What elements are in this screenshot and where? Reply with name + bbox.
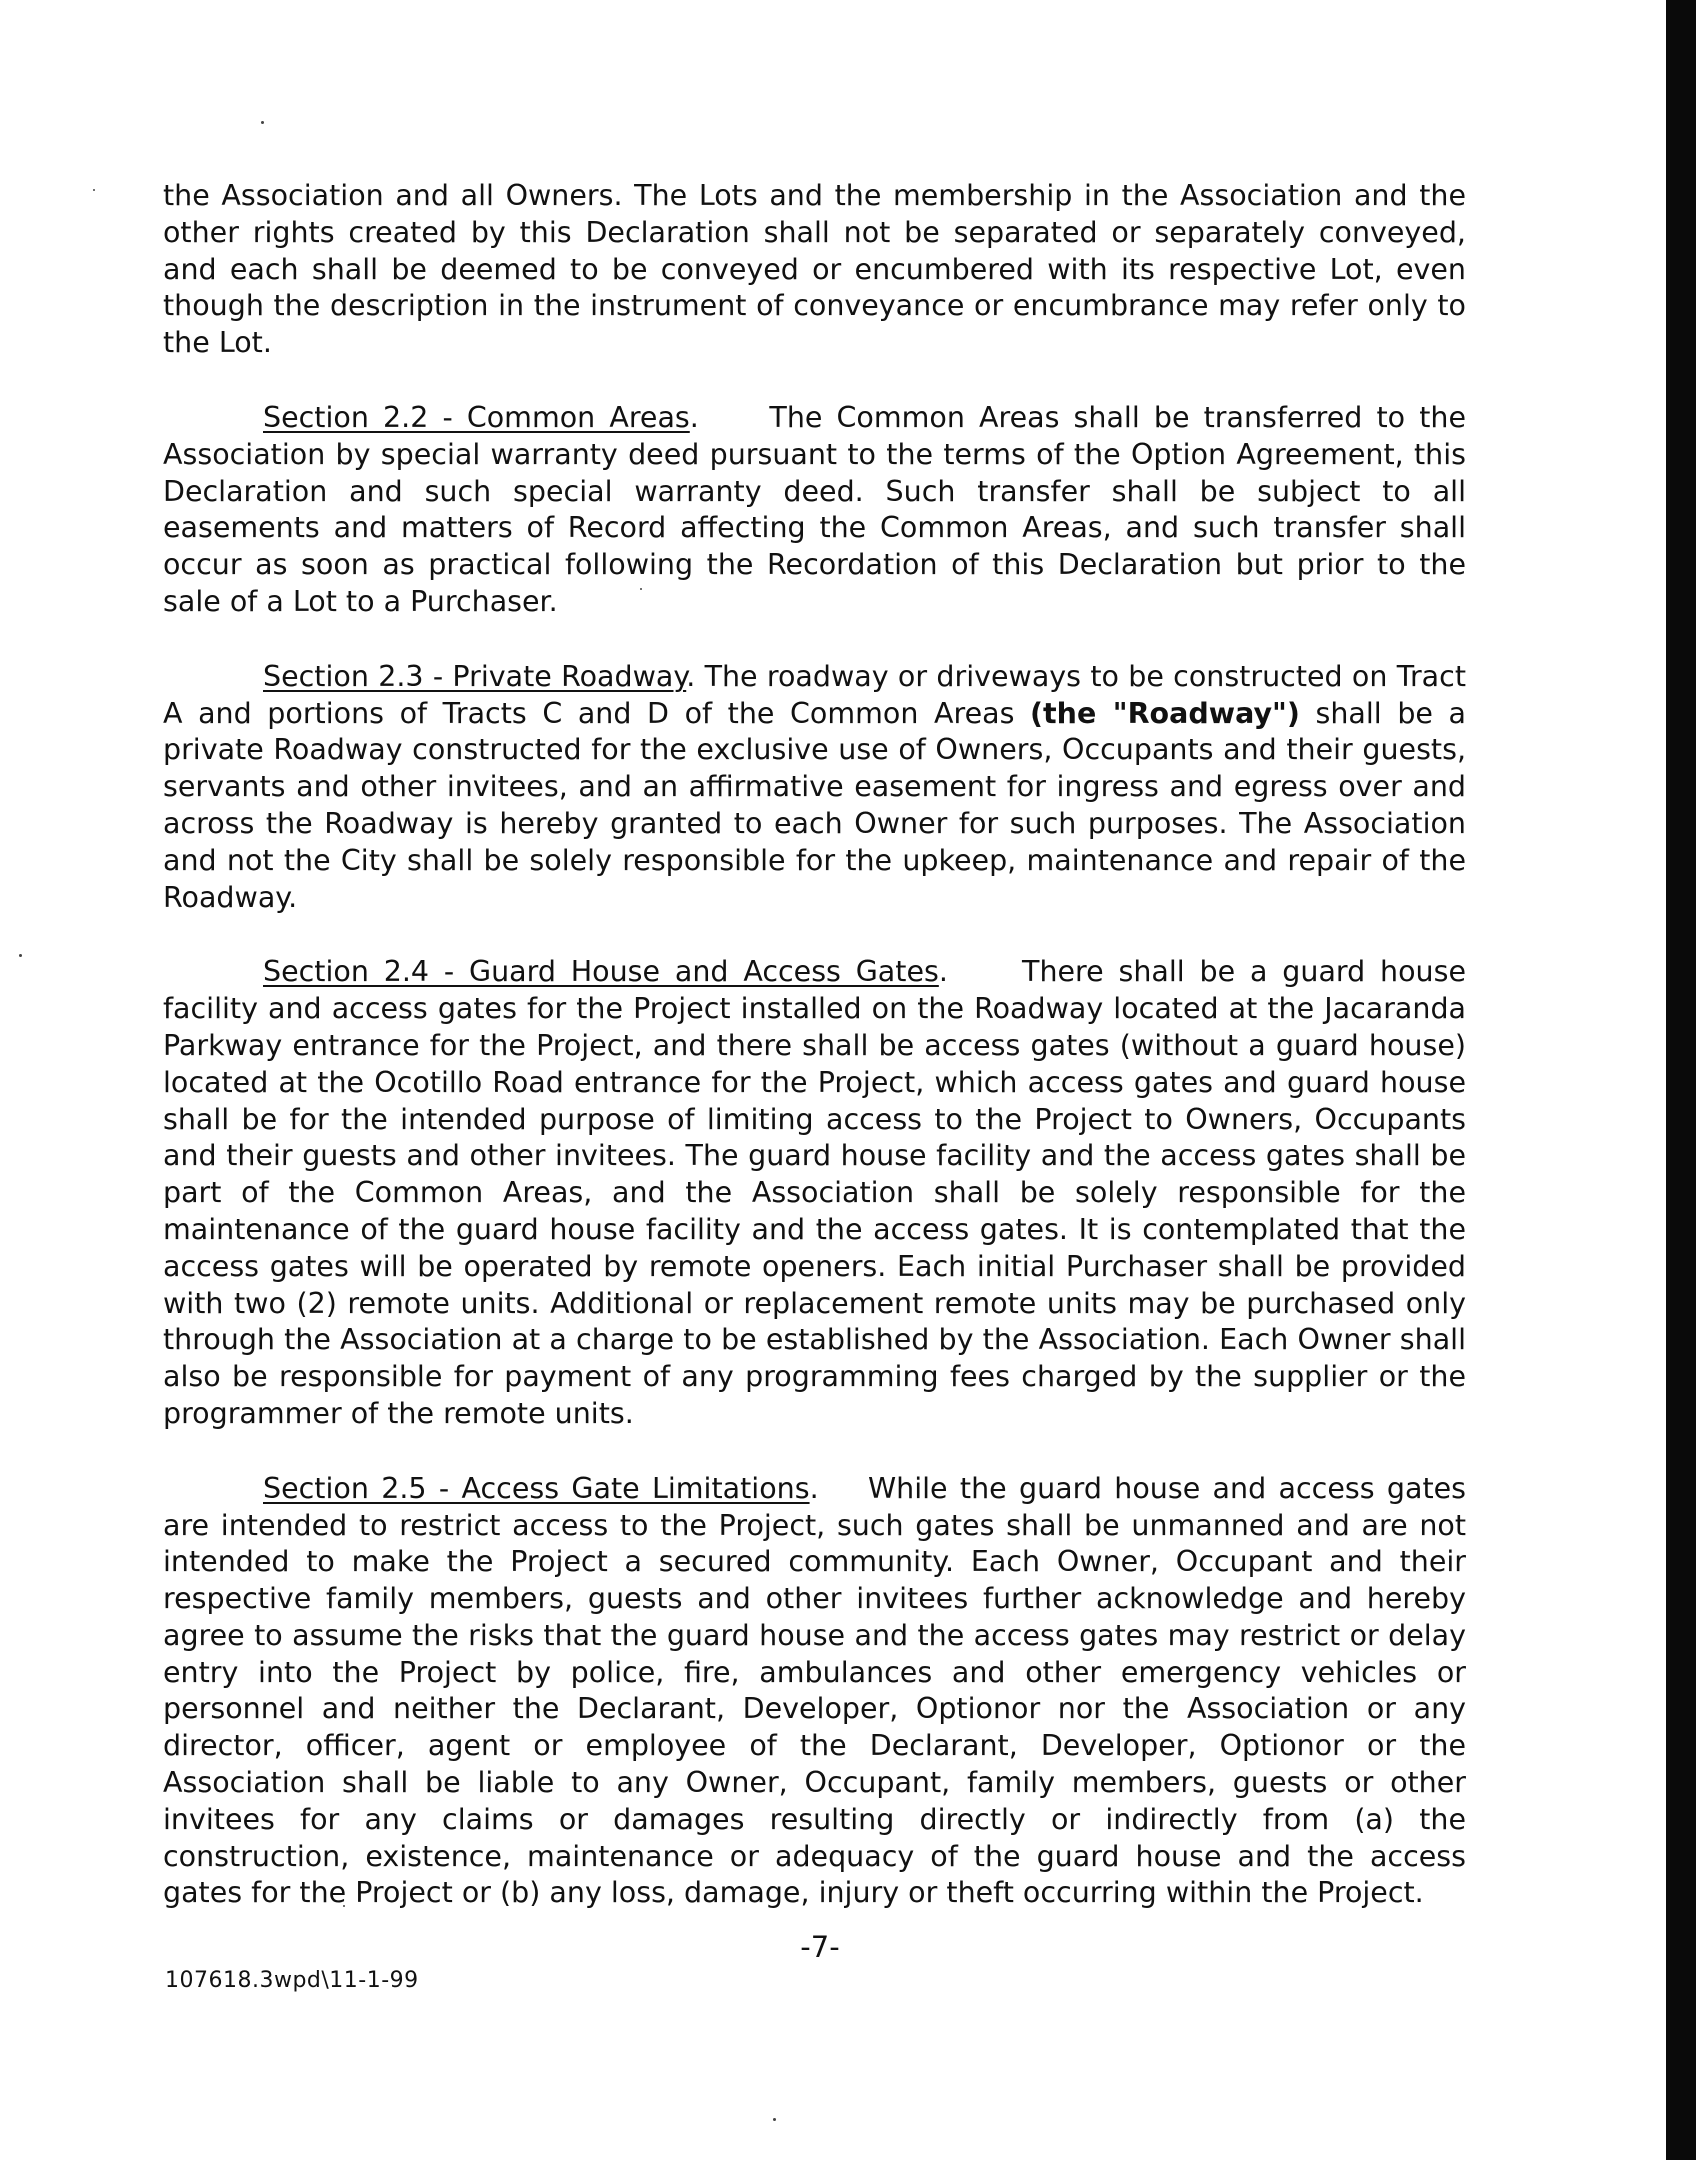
opening-paragraph [163,178,1466,362]
page-number: -7- [800,1930,840,1964]
document-body [163,178,1466,1950]
section-2-2-text: The Common Areas shall be transferred to the Association by special warranty deed pursuant to the terms of the Option Agreement, this Declaration and such special warranty deed. Such transfer shall be subject to all easements and matters of Record affecting the Common Areas, and such transfer shall occur as soon as practical following the Recordation of this Declaration but prior to the sale of a Lot to a Purchaser. [163,400,1467,618]
section-2-3-text: The roadway or driveways to be constructed on Tract A and portions of Tracts C and D of the Common Areas [163,659,1466,730]
section-2-4-heading: Section 2.4 - Guard House and Access Gates [263,955,939,989]
section-2-3-heading: Section 2.3 - Private Roadway [263,659,687,693]
section-2-4: Section 2.4 - Guard House and Access Gates. There shall be a guard house facility and access gates for the Project installed on the Roadway located at the Jacaranda Parkway entrance for the Project, and there shall be access gates (without a guard house) located at the Ocotillo Road entrance for the Project, which access gates and guard house shall be for the intended purpose of limiting access to the Project to Owners, Occupants and their guests and other invitees. The guard house facility and the access gates shall be part of the Common Areas, and the Association shall be solely responsible for the maintenance of the guard house facility and the access gates. It is contemplated that the access gates will be operated by remote openers. Each initial Purchaser shall be provided with two (2) remote units. Additional or replacement remote units may be purchased only through the Association at a charge to be established by the Association. Each Owner shall also be responsible for payment of any programming fees charged by the supplier or the programmer of the remote units. [163,955,1466,1430]
section-2-2-heading: Section 2.2 - Common Areas [263,400,690,434]
opening-paragraph-text: the Association and all Owners. The Lots and the membership in the Association and the other rights created by this Declaration shall not be separated or separately conveyed, and each shall be deemed to be conveyed or encumbered with its respective Lot, even though the description in the instrument of conveyance or encumbrance may refer only to the Lot. [163,179,1466,360]
section-2-2: Section 2.2 - Common Areas. The Common Areas shall be transferred to the Association by special warranty deed pursuant to the terms of the Option Agreement, this Declaration and such special warranty deed. Such transfer shall be subject to all easements and matters of Record affecting the Common Areas, and such transfer shall occur as soon as practical following the Recordation of this Declaration but prior to the sale of a Lot to a Purchaser. [163,400,1467,618]
roadway-definition: (the "Roadway") [1030,696,1300,730]
section-2-5: Section 2.5 - Access Gate Limitations. While the guard house and access gates are intended to restrict access to the Project, such gates shall be unmanned and are not intended to make the Project a secured community. Each Owner, Occupant and their respective family members, guests and other invitees further acknowledge and hereby agree to assume the risks that the guard house and the access gates may restrict or delay entry into the Project by police, fire, ambulances and other emergency vehicles or personnel and neither the Declarant, Developer, Optionor nor the Association or any director, officer, agent or employee of the Declarant, Developer, Optionor or the Association shall be liable to any Owner, Occupant, family members, guests or other invitees for any claims or damages resulting directly or indirectly from (a) the construction, existence, maintenance or adequacy of the guard house and the access gates for the Project or (b) any loss, damage, injury or theft occurring within the Project. [163,1471,1466,1910]
section-2-3-text-continued: shall be a private Roadway constructed for the exclusive use of Owners, Occupants and their guests, servants and other invitees, and an affirmative easement for ingress and egress over and across the Roadway is hereby granted to each Owner for such purposes. The Association and not the City shall be solely responsible for the upkeep, maintenance and repair of the Roadway. [163,696,1467,914]
section-2-5-heading: Section 2.5 - Access Gate Limitations [263,1471,810,1505]
scan-speck [19,954,22,957]
section-2-4-text: There shall be a guard house facility and access gates for the Project installed on the Roadway located at the Jacaranda Parkway entrance for the Project, and there shall be access gates (without a guard house) located at the Ocotillo Road entrance for the Project, which access gates and guard house shall be for the intended purpose of limiting access to the Project to Owners, Occupants and their guests and other invitees. The guard house facility and the access gates shall be part of the Common Areas, and the Association shall be solely responsible for the maintenance of the guard house facility and the access gates. It is contemplated that the access gates will be operated by remote openers. Each initial Purchaser shall be provided with two (2) remote units. Additional or replacement remote units may be purchased only through the Association at a charge to be established by the Association. Each Owner shall also be responsible for payment of any programming fees charged by the supplier or the programmer of the remote units. [163,955,1466,1430]
section-2-5-text: While the guard house and access gates are intended to restrict access to the Project, such gates shall be unmanned and are not intended to make the Project a secured community. Each Owner, Occupant and their respective family members, guests and other invitees further acknowledge and hereby agree to assume the risks that the guard house and the access gates may restrict or delay entry into the Project by police, fire, ambulances and other emergency vehicles or personnel and neither the Declarant, Developer, Optionor nor the Association or any director, officer, agent or employee of the Declarant, Developer, Optionor or the Association shall be liable to any Owner, Occupant, family members, guests or other invitees for any claims or damages resulting directly or indirectly from (a) the construction, existence, maintenance or adequacy of the guard house and the access gates for the Project or (b) any loss, damage, injury or theft occurring within the Project. [163,1471,1466,1910]
scan-speck [773,2118,776,2121]
section-2-3: Section 2.3 - Private Roadway. The roadway or driveways to be constructed on Tract A and portions of Tracts C and D of the Common Areas (the "Roadway") shall be a private Roadway constructed for the exclusive use of Owners, Occupants and their guests, servants and other invitees, and an affirmative easement for ingress and egress over and across the Roadway is hereby granted to each Owner for such purposes. The Association and not the City shall be solely responsible for the upkeep, maintenance and repair of the Roadway. [163,659,1467,914]
document-id: 107618.3wpd\11-1-99 [165,1968,419,1993]
scan-speck [261,121,264,124]
scan-border [1666,0,1696,2160]
scan-speck [93,189,95,191]
